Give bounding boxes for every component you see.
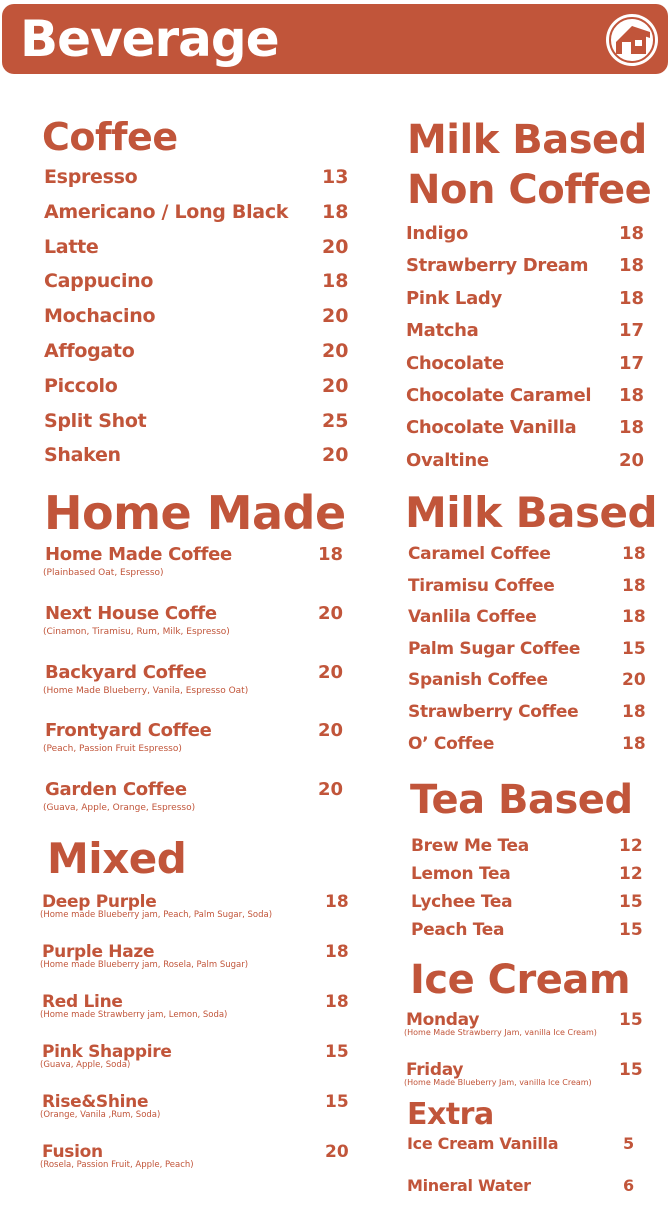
item-description: (Home Made Strawberry Jam, vanilla Ice Cream) — [404, 1028, 597, 1037]
item-price: 12 — [619, 864, 643, 884]
item-price: 15 — [622, 638, 646, 659]
menu-item — [44, 444, 349, 479]
item-name: Chocolate Vanilla — [406, 417, 577, 439]
item-price: 6 — [623, 1176, 635, 1195]
coffee-section — [42, 115, 178, 159]
item-name: Matcha — [406, 320, 479, 342]
item-name: Pink Lady — [406, 287, 502, 309]
item-name: Latte — [44, 235, 99, 258]
menu-item — [408, 639, 648, 671]
menu-item — [44, 305, 349, 340]
item-description: (Cinamon, Tiramisu, Rum, Milk, Espresso) — [43, 626, 230, 637]
menu-item — [44, 200, 349, 236]
milk-based-section — [405, 488, 658, 537]
item-price: 18 — [619, 223, 645, 244]
menu-item — [411, 892, 651, 920]
tea-based-list — [411, 836, 651, 948]
menu-item — [407, 1176, 647, 1218]
item-name: Rise&Shine — [42, 1092, 149, 1112]
item-description: (Rosela, Passion Fruit, Apple, Peach) — [40, 1160, 194, 1170]
menu-item — [406, 1010, 646, 1060]
item-name: Strawberry Dream — [406, 255, 589, 277]
menu-item — [44, 235, 349, 271]
section-title-non-coffee-line2: Non Coffee — [407, 167, 652, 213]
menu-item — [45, 544, 345, 603]
item-description: (Guava, Apple, Orange, Espresso) — [43, 803, 196, 814]
item-name: Split Shot — [44, 409, 147, 432]
menu-item — [45, 603, 345, 662]
item-price: 13 — [322, 166, 349, 188]
item-description: (Peach, Passion Fruit Espresso) — [43, 744, 182, 755]
item-price: 15 — [325, 1092, 349, 1112]
menu-item — [44, 374, 349, 410]
menu-item — [45, 779, 345, 838]
item-name: Strawberry Coffee — [408, 701, 579, 722]
item-price: 20 — [322, 339, 349, 362]
item-name: Garden Coffee — [45, 779, 187, 801]
menu-item — [411, 864, 651, 892]
mixed-list — [42, 892, 352, 1192]
item-price: 20 — [322, 305, 349, 328]
item-price: 20 — [322, 374, 349, 397]
mixed-section — [47, 834, 187, 883]
item-price: 18 — [622, 701, 646, 722]
item-price: 18 — [325, 942, 349, 962]
menu-item — [42, 1092, 352, 1142]
item-price: 20 — [318, 661, 344, 683]
menu-item — [44, 409, 349, 445]
item-price: 18 — [622, 544, 646, 564]
ice-cream-list — [406, 1010, 646, 1110]
item-name: Americano / Long Black — [44, 200, 289, 223]
extra-section — [407, 1097, 494, 1132]
item-name: Ovaltine — [406, 449, 489, 471]
item-price: 18 — [325, 892, 349, 912]
item-name: Peach Tea — [411, 920, 505, 940]
item-price: 18 — [318, 544, 344, 565]
coffee-list — [44, 166, 349, 479]
item-description: (Plainbased Oat, Espresso) — [43, 568, 164, 578]
item-name: Friday — [406, 1060, 464, 1080]
item-price: 18 — [622, 607, 646, 628]
menu-item — [406, 353, 646, 385]
item-name: Tiramisu Coffee — [408, 575, 555, 596]
item-name: Caramel Coffee — [408, 544, 551, 564]
item-price: 15 — [619, 920, 643, 940]
item-price: 18 — [622, 733, 646, 754]
menu-item — [44, 270, 349, 305]
menu-item — [411, 836, 651, 864]
item-name: Shaken — [44, 444, 121, 467]
menu-item — [408, 670, 648, 702]
item-name: Brew Me Tea — [411, 836, 529, 856]
item-price: 18 — [619, 417, 645, 439]
item-name: Lemon Tea — [411, 864, 511, 884]
item-price: 15 — [619, 1010, 643, 1030]
section-title-mixed: Mixed — [47, 834, 187, 883]
item-name: Frontyard Coffee — [45, 720, 212, 742]
page-title: Beverage — [20, 10, 279, 68]
menu-item — [408, 544, 648, 576]
item-description: (Home Made Blueberry, Vanila, Espresso Oat) — [43, 685, 249, 696]
item-name: Palm Sugar Coffee — [408, 638, 581, 659]
section-title-milk-based: Milk Based — [405, 488, 658, 537]
item-name: O’ Coffee — [408, 733, 495, 754]
item-name: Mineral Water — [407, 1176, 531, 1195]
ice-cream-section — [410, 957, 631, 1003]
item-name: Spanish Coffee — [408, 670, 548, 691]
section-title-extra: Extra — [407, 1097, 494, 1132]
menu-item — [407, 1134, 647, 1176]
menu-item — [408, 607, 648, 639]
item-name: Lychee Tea — [411, 892, 513, 912]
item-price: 20 — [318, 602, 344, 624]
menu-item — [408, 702, 648, 734]
item-price: 25 — [322, 409, 349, 432]
item-price: 20 — [619, 449, 645, 471]
menu-item — [42, 1142, 352, 1192]
item-description: (Home made Strawberry jam, Lemon, Soda) — [40, 1010, 228, 1020]
menu-item — [408, 576, 648, 608]
menu-item — [408, 734, 648, 766]
item-price: 20 — [622, 670, 646, 691]
item-name: Cappucino — [44, 270, 154, 293]
item-name: Monday — [406, 1010, 480, 1030]
item-name: Chocolate — [406, 352, 504, 374]
item-price: 12 — [619, 836, 643, 856]
item-description: (Guava, Apple, Soda) — [40, 1060, 131, 1070]
item-description: (Home Made Blueberry Jam, vanilla Ice Cream) — [404, 1078, 592, 1087]
item-name: Chocolate Caramel — [406, 384, 592, 406]
item-price: 18 — [619, 287, 645, 309]
menu-item — [45, 720, 345, 779]
item-name: Piccolo — [44, 374, 118, 397]
section-title-milk-based-line1: Milk Based — [407, 117, 647, 163]
item-description: (Home made Blueberry jam, Rosela, Palm Sugar) — [40, 960, 249, 970]
item-name: Ice Cream Vanilla — [407, 1134, 559, 1153]
item-price: 20 — [318, 720, 344, 742]
menu-item — [42, 992, 352, 1042]
menu-item — [406, 417, 646, 449]
menu-item — [42, 892, 352, 942]
item-price: 15 — [619, 892, 643, 912]
item-price: 18 — [619, 255, 645, 277]
item-price: 15 — [619, 1060, 643, 1080]
home-made-list — [45, 544, 345, 838]
section-title-ice-cream: Ice Cream — [410, 957, 631, 1003]
item-price: 17 — [619, 320, 645, 342]
item-price: 18 — [622, 575, 646, 596]
menu-item — [406, 320, 646, 352]
section-title-home-made: Home Made — [44, 486, 346, 540]
house-logo-icon — [604, 12, 660, 68]
item-price: 15 — [325, 1042, 349, 1062]
menu-item — [406, 450, 646, 482]
item-description: (Home made Blueberry jam, Peach, Palm Sugar, Soda) — [40, 910, 273, 920]
item-price: 18 — [322, 270, 349, 293]
extra-list — [407, 1134, 647, 1218]
item-name: Mochacino — [44, 305, 156, 328]
menu-item — [42, 1042, 352, 1092]
milk-non-coffee-list — [406, 223, 646, 482]
item-name: Espresso — [44, 166, 138, 188]
section-title-tea-based: Tea Based — [410, 777, 633, 823]
menu-item — [42, 942, 352, 992]
item-name: Deep Purple — [42, 892, 157, 912]
header-banner — [2, 4, 668, 74]
item-name: Vanlila Coffee — [408, 607, 537, 628]
item-price: 18 — [325, 992, 349, 1012]
menu-item — [406, 255, 646, 287]
tea-based-section — [410, 777, 633, 823]
menu-item — [406, 223, 646, 255]
item-name: Pink Shappire — [42, 1042, 172, 1062]
item-price: 20 — [318, 779, 344, 801]
section-title-coffee: Coffee — [42, 115, 178, 159]
item-name: Affogato — [44, 339, 135, 362]
menu-item — [44, 166, 349, 201]
item-name: Backyard Coffee — [45, 661, 207, 683]
item-name: Next House Coffe — [45, 602, 217, 624]
item-price: 18 — [619, 384, 645, 406]
item-price: 20 — [322, 235, 349, 258]
item-price: 17 — [619, 352, 645, 374]
item-name: Purple Haze — [42, 942, 155, 962]
milk-non-coffee-section — [407, 117, 652, 213]
item-name: Indigo — [406, 223, 469, 244]
menu-item — [406, 385, 646, 417]
menu-item — [45, 662, 345, 721]
item-price: 20 — [325, 1142, 349, 1162]
menu-item — [44, 339, 349, 375]
item-price: 5 — [623, 1134, 635, 1153]
milk-based-list — [408, 544, 648, 765]
item-name: Home Made Coffee — [45, 544, 232, 565]
item-description: (Orange, Vanila ,Rum, Soda) — [40, 1110, 161, 1120]
menu-item — [411, 920, 651, 948]
home-made-section — [44, 486, 346, 540]
item-price: 18 — [322, 200, 349, 223]
item-name: Fusion — [42, 1142, 103, 1162]
item-price: 20 — [322, 444, 349, 467]
menu-item — [406, 288, 646, 320]
item-name: Red Line — [42, 992, 123, 1012]
